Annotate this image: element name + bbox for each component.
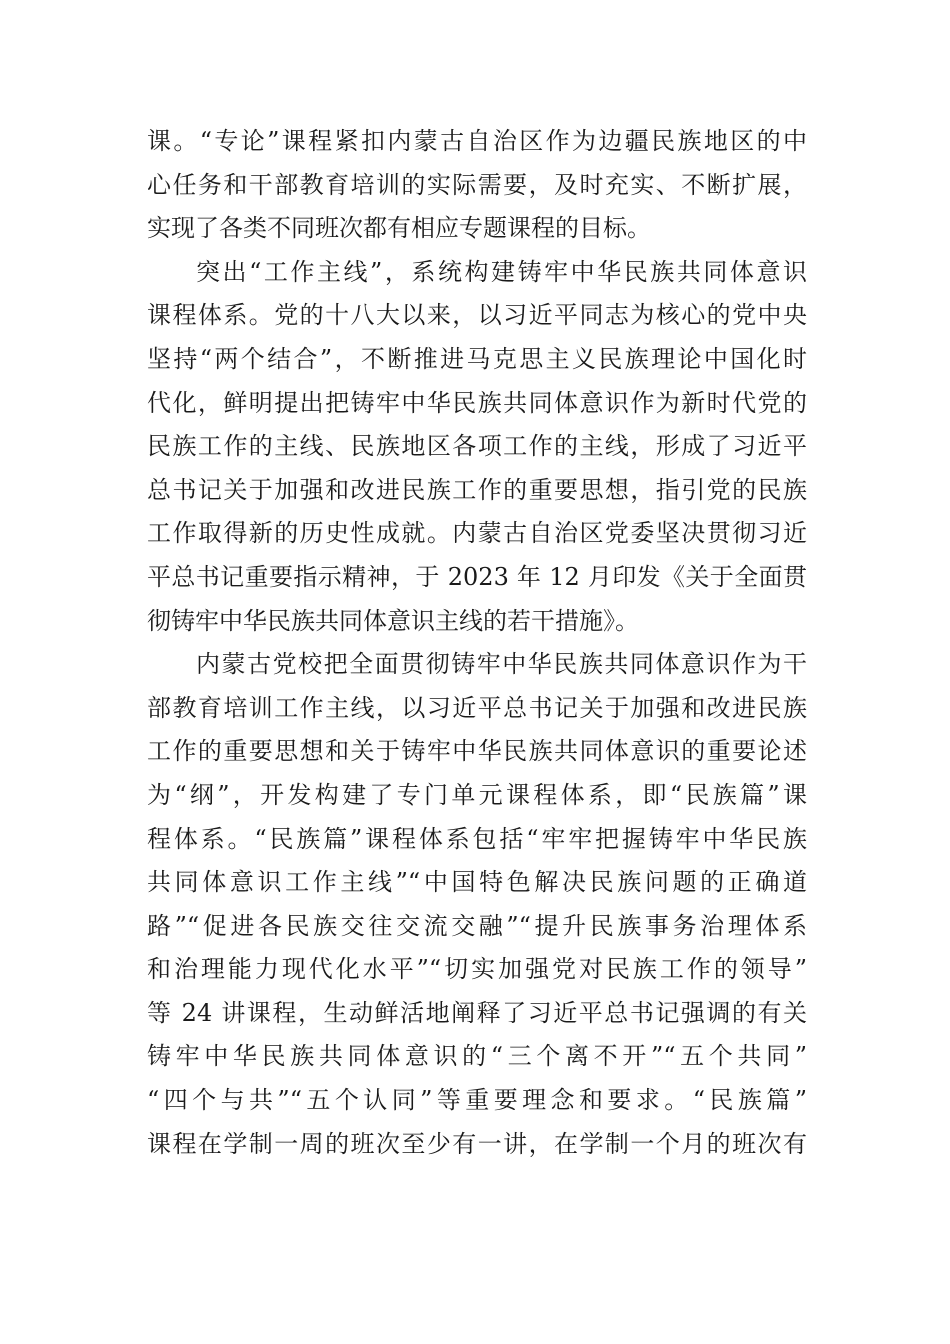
text-line: 平总书记重要指示精神，于 2023 年 12 月印发《关于全面贯 [147,562,807,591]
paragraph-course-topics [147,120,807,251]
text-line: 部教育培训工作主线，以习近平总书记关于加强和改进民族 [147,693,807,722]
body-text [147,120,807,1166]
text-line: 心任务和干部教育培训的实际需要，及时充实、不断扩展， [147,170,807,199]
text-line: 工作取得新的历史性成就。内蒙古自治区党委坚决贯彻习近 [147,519,807,548]
text-line: 彻铸牢中华民族共同体意识主线的若干措施》。 [147,606,639,635]
text-line: 课程体系。党的十八大以来，以习近平同志为核心的党中央 [147,301,807,330]
text-line: 工作的重要思想和关于铸牢中华民族共同体意识的重要论述 [147,737,807,766]
text-line: “四个与共”“五个认同”等重要理念和要求。“民族篇” [147,1086,807,1115]
text-line: 程体系。“民族篇”课程体系包括“牢牢把握铸牢中华民族 [147,824,807,853]
text-line: 民族工作的主线、民族地区各项工作的主线，形成了习近平 [147,432,807,461]
text-line: 和治理能力现代化水平”“切实加强党对民族工作的领导” [147,955,807,984]
text-line: 坚持“两个结合”，不断推进马克思主义民族理论中国化时 [147,344,807,373]
paragraph-ethnic-curriculum [147,643,807,1166]
text-line: 为“纲”，开发构建了专门单元课程体系，即“民族篇”课 [147,780,807,809]
text-line: 等 24 讲课程，生动鲜活地阐释了习近平总书记强调的有关 [147,998,807,1027]
text-line: 路”“促进各民族交往交流交融”“提升民族事务治理体系 [147,911,807,940]
text-line: 总书记关于加强和改进民族工作的重要思想，指引党的民族 [147,475,807,504]
text-line: 代化，鲜明提出把铸牢中华民族共同体意识作为新时代党的 [147,388,807,417]
text-line: 实现了各类不同班次都有相应专题课程的目标。 [147,214,651,243]
text-line: 课。“专论”课程紧扣内蒙古自治区作为边疆民族地区的中 [147,127,807,155]
text-line: 突出“工作主线”，系统构建铸牢中华民族共同体意识 [196,257,807,286]
paragraph-work-mainline [147,251,807,643]
text-line: 共同体意识工作主线”“中国特色解决民族问题的正确道 [147,868,807,897]
text-line: 课程在学制一周的班次至少有一讲，在学制一个月的班次有 [147,1129,807,1158]
text-line: 内蒙古党校把全面贯彻铸牢中华民族共同体意识作为干 [196,650,807,679]
text-line: 铸牢中华民族共同体意识的“三个离不开”“五个共同” [147,1042,807,1071]
